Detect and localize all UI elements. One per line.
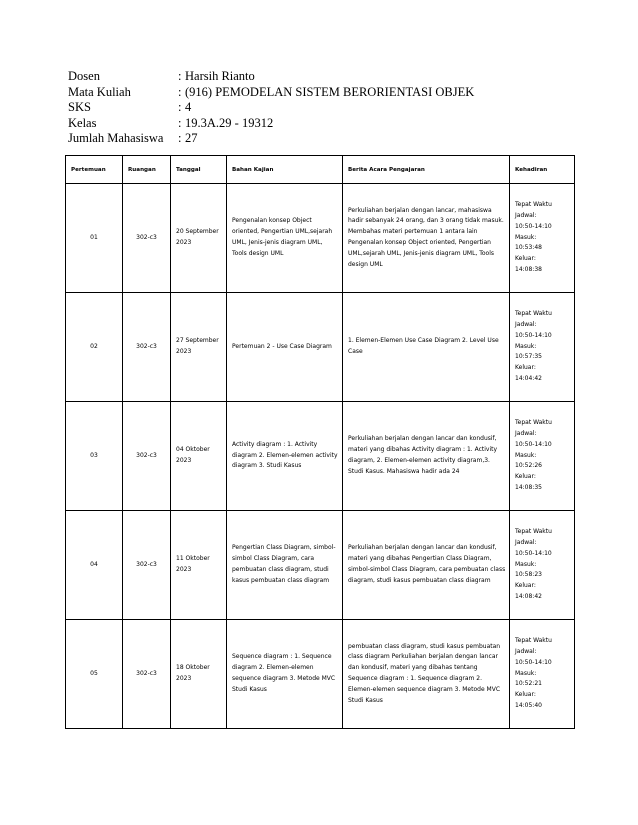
column-header-pertemuan: Pertemuan [66,156,123,184]
kehadiran-masuk-time: 10:57:35 [515,353,542,361]
cell-berita-acara: 1. Elemen-Elemen Use Case Diagram 2. Level Use Case [343,293,510,402]
header-label: Dosen [68,69,100,83]
header-colon: : [178,131,182,146]
header-value: 19.3A.29 - 19312 [185,115,274,130]
kehadiran-jadwal-time: 10:50-14:10 [515,222,552,230]
kehadiran-keluar-time: 14:04:42 [515,374,542,382]
kehadiran-keluar-label: Keluar: [515,364,536,372]
kehadiran-keluar-time: 14:08:38 [515,265,542,273]
header-row-kelas [68,116,474,132]
cell-bahan-kajian: Activity diagram : 1. Activity diagram 2. Elemen-elemen activity diagram 3. Studi Kasus [227,402,343,511]
table-row [66,293,575,402]
cell-ruangan: 302-c3 [123,402,171,511]
header-row-mata-kuliah [68,85,474,101]
kehadiran-masuk-label: Masuk: [515,342,537,350]
attendance-table [65,155,575,729]
table-row [66,511,575,620]
kehadiran-status: Tepat Waktu [515,637,552,645]
kehadiran-keluar-time: 14:05:40 [515,701,542,709]
cell-berita-acara: Perkuliahan berjalan dengan lancar dan kondusif, materi yang dibahas Pengertian Class Diagram, simbol-simbol Class Diagram, cara pembuatan class diagram, studi kasus pembuatan class diagram [343,511,510,620]
header-value: 27 [185,131,198,146]
cell-bahan-kajian: Pertemuan 2 - Use Case Diagram [227,293,343,402]
header-label: Mata Kuliah [68,84,131,99]
column-header-ruangan: Ruangan [123,156,171,184]
header-colon: : [178,69,182,83]
cell-pertemuan: 04 [66,511,123,620]
cell-ruangan: 302-c3 [123,293,171,402]
kehadiran-masuk-label: Masuk: [515,451,537,459]
header-label: SKS [68,100,91,115]
header-colon: : [178,115,182,130]
cell-bahan-kajian: Pengenalan konsep Object oriented, Pengertian UML,sejarah UML, Jenis-jenis diagram UML, Tools design UML [227,184,343,293]
kehadiran-jadwal-time: 10:50-14:10 [515,549,552,557]
kehadiran-masuk-time: 10:52:26 [515,462,542,470]
header-label: Jumlah Mahasiswa [68,131,164,146]
cell-pertemuan: 01 [66,184,123,293]
table-row [66,402,575,511]
header-row-dosen [68,69,474,85]
kehadiran-keluar-label: Keluar: [515,473,536,481]
header-colon: : [178,100,182,115]
cell-bahan-kajian: Pengertian Class Diagram, simbol-simbol Class Diagram, cara pembuatan class diagram, studi kasus pembuatan class diagram [227,511,343,620]
kehadiran-jadwal-time: 10:50-14:10 [515,440,552,448]
cell-tanggal: 18 Oktober 2023 [171,620,227,729]
cell-kehadiran [510,511,575,620]
kehadiran-masuk-time: 10:58:23 [515,571,542,579]
header-colon: : [178,84,182,99]
column-header-bahan-kajian: Bahan Kajian [227,156,343,184]
cell-tanggal: 04 Oktober 2023 [171,402,227,511]
cell-kehadiran [510,620,575,729]
kehadiran-keluar-time: 14:08:42 [515,592,542,600]
header-row-jumlah-mahasiswa [68,131,474,147]
kehadiran-keluar-time: 14:08:35 [515,483,542,491]
table-row [66,620,575,729]
kehadiran-jadwal-time: 10:50-14:10 [515,658,552,666]
kehadiran-status: Tepat Waktu [515,201,552,209]
cell-berita-acara: pembuatan class diagram, studi kasus pembuatan class diagram Perkuliahan berjalan dengan lancar dan kondusif, materi yang dibahas tentang Sequence diagram : 1. Sequence diagram 2. Elemen-elemen sequence diagram 3. Metode MVC Studi Kasus [343,620,510,729]
cell-pertemuan: 02 [66,293,123,402]
cell-pertemuan: 03 [66,402,123,511]
cell-kehadiran [510,402,575,511]
kehadiran-masuk-label: Masuk: [515,669,537,677]
table-row [66,184,575,293]
kehadiran-status: Tepat Waktu [515,310,552,318]
cell-tanggal: 11 Oktober 2023 [171,511,227,620]
cell-berita-acara: Perkuliahan berjalan dengan lancar dan kondusif, materi yang dibahas Activity diagram : 1. Activity diagram, 2. Elemen-elemen activity diagram,3. Studi Kasus. Mahasiswa hadir ada 24 [343,402,510,511]
column-header-berita-acara: Berita Acara Pengajaran [343,156,510,184]
header-label: Kelas [68,115,97,130]
kehadiran-masuk-time: 10:53:48 [515,244,542,252]
kehadiran-jadwal-label: Jadwal: [515,321,537,328]
kehadiran-jadwal-time: 10:50-14:10 [515,331,552,339]
cell-kehadiran [510,184,575,293]
kehadiran-keluar-label: Keluar: [515,255,536,263]
kehadiran-jadwal-label: Jadwal: [515,430,537,437]
header-value: (916) PEMODELAN SISTEM BERORIENTASI OBJEK [185,84,475,99]
kehadiran-jadwal-label: Jadwal: [515,212,537,219]
kehadiran-masuk-time: 10:52:21 [515,680,542,688]
kehadiran-masuk-label: Masuk: [515,560,537,568]
cell-tanggal: 20 September 2023 [171,184,227,293]
kehadiran-status: Tepat Waktu [515,528,552,536]
kehadiran-keluar-label: Keluar: [515,582,536,590]
header-value: 4 [185,100,192,115]
column-header-kehadiran: Kehadiran [510,156,575,184]
course-header [68,69,474,147]
cell-ruangan: 302-c3 [123,620,171,729]
kehadiran-jadwal-label: Jadwal: [515,648,537,655]
header-row-sks [68,100,474,116]
cell-ruangan: 302-c3 [123,511,171,620]
cell-pertemuan: 05 [66,620,123,729]
kehadiran-status: Tepat Waktu [515,419,552,427]
cell-ruangan: 302-c3 [123,184,171,293]
kehadiran-masuk-label: Masuk: [515,233,537,241]
header-value: Harsih Rianto [185,69,255,83]
kehadiran-keluar-label: Keluar: [515,691,536,699]
cell-berita-acara: Perkuliahan berjalan dengan lancar, mahasiswa hadir sebanyak 24 orang, dan 3 orang tidak masuk. Membahas materi pertemuan 1 antara lain Pengenalan konsep Object oriented, Pengertian UML,sejarah UML, Jenis-jenis diagram UML, Tools design UML [343,184,510,293]
cell-tanggal: 27 September 2023 [171,293,227,402]
cell-bahan-kajian: Sequence diagram : 1. Sequence diagram 2. Elemen-elemen sequence diagram 3. Metode MVC Studi Kasus [227,620,343,729]
cell-kehadiran [510,293,575,402]
kehadiran-jadwal-label: Jadwal: [515,539,537,546]
table-header-row [66,156,575,184]
column-header-tanggal: Tanggal [171,156,227,184]
